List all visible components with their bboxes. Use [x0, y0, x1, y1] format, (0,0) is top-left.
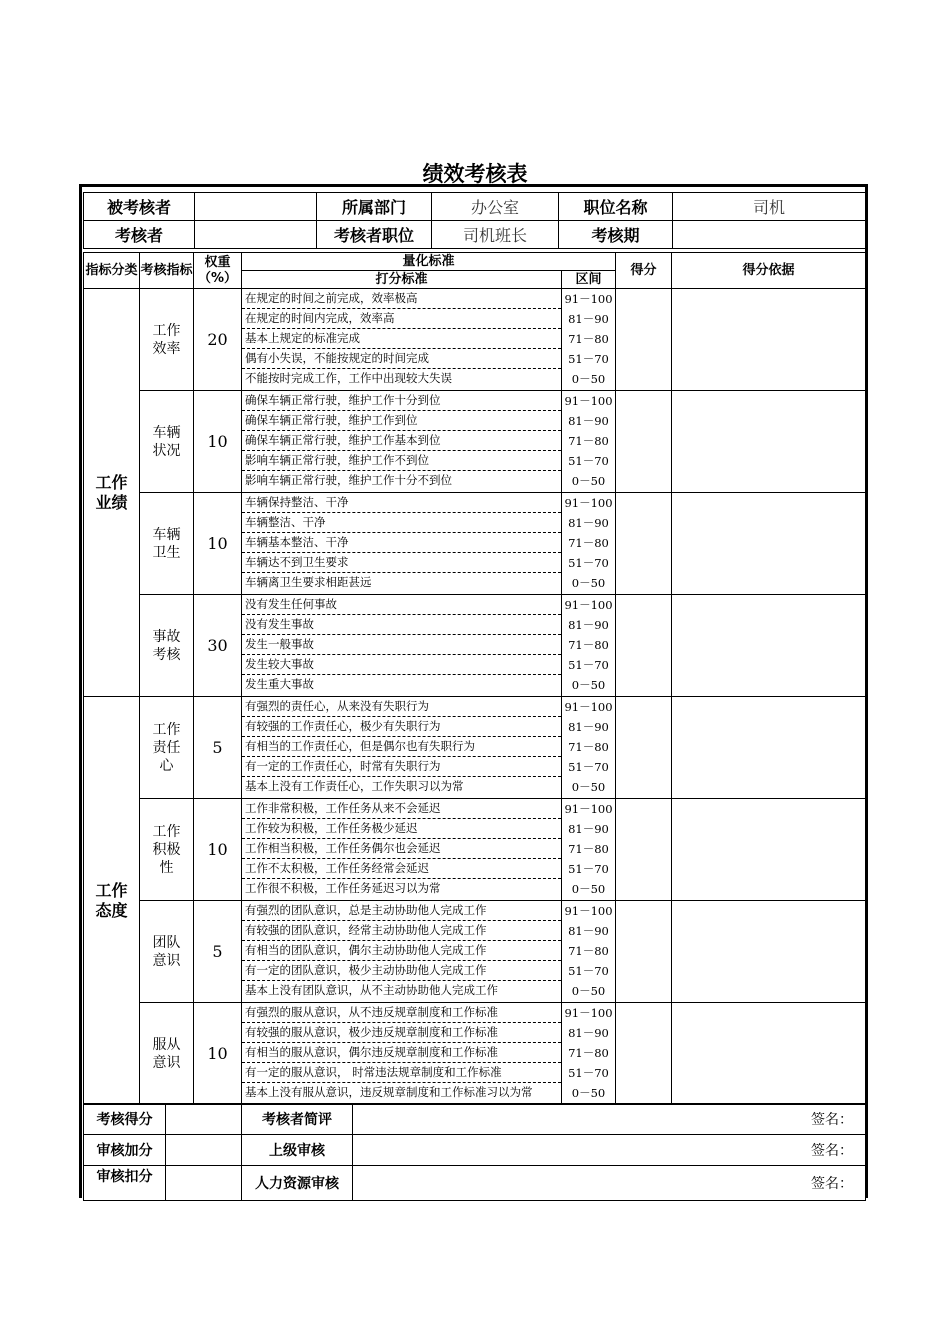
indicator-row [84, 697, 866, 799]
range-value: 0－50 [571, 1086, 606, 1100]
criterion-text: 影响车辆正常行驶，维护工作不到位 [242, 451, 561, 471]
indicator-name: 工作责任心 [140, 697, 194, 799]
range-value: 81－90 [568, 312, 609, 326]
indicator-name: 事故考核 [140, 595, 194, 697]
criterion-text: 基本上没有工作责任心，工作失职习以为常 [245, 779, 464, 793]
range-cell [562, 493, 616, 595]
position-label: 职位名称 [559, 193, 673, 221]
review-signature-field[interactable]: 签名： [353, 1166, 866, 1201]
indicator-row [84, 595, 866, 697]
criteria-cell [242, 901, 562, 1003]
footer-row [84, 1104, 866, 1135]
page-title: 绩效考核表 [422, 162, 528, 186]
indicator-row [84, 289, 866, 391]
range-value: 0－50 [571, 474, 606, 488]
indicator-weight: 10 [194, 799, 242, 901]
criteria-cell [242, 595, 562, 697]
range-value: 0－50 [571, 576, 606, 590]
period-field[interactable] [673, 221, 866, 249]
criterion-text: 确保车辆正常行驶，维护工作到位 [242, 411, 561, 431]
score-basis-field[interactable] [672, 289, 866, 391]
indicator-weight: 5 [194, 901, 242, 1003]
criterion-text: 有强烈的责任心，从来没有失职行为 [242, 697, 561, 717]
footer-value-field[interactable] [166, 1135, 242, 1166]
score-basis-field[interactable] [672, 391, 866, 493]
col-basis: 得分依据 [672, 253, 866, 289]
range-cell [562, 1003, 616, 1105]
range-value: 91－100 [564, 394, 613, 408]
criterion-text: 确保车辆正常行驶，维护工作基本到位 [242, 431, 561, 451]
score-basis-field[interactable] [672, 901, 866, 1003]
score-field[interactable] [616, 595, 672, 697]
criterion-text: 有较强的服从意识，极少违反规章制度和工作标准 [242, 1023, 561, 1043]
indicator-row [84, 493, 866, 595]
criteria-cell [242, 697, 562, 799]
criterion-text: 工作较为积极，工作任务极少延迟 [242, 819, 561, 839]
score-basis-field[interactable] [672, 595, 866, 697]
range-value: 81－90 [568, 924, 609, 938]
col-range: 区间 [562, 271, 616, 289]
indicator-weight: 10 [194, 493, 242, 595]
criterion-text: 车辆保持整洁、干净 [242, 493, 561, 513]
period-label: 考核期 [559, 221, 673, 249]
range-value: 0－50 [571, 678, 606, 692]
range-value: 91－100 [564, 904, 613, 918]
score-basis-field[interactable] [672, 697, 866, 799]
examiner-position-field[interactable]: 司机班长 [432, 221, 559, 249]
score-field[interactable] [616, 1003, 672, 1105]
col-category: 指标分类 [84, 253, 140, 289]
score-field[interactable] [616, 289, 672, 391]
indicator-weight: 5 [194, 697, 242, 799]
criterion-text: 有相当的工作责任心，但是偶尔也有失职行为 [242, 737, 561, 757]
indicator-name: 工作积极性 [140, 799, 194, 901]
range-value: 81－90 [568, 516, 609, 530]
range-value: 81－90 [568, 1026, 609, 1040]
range-value: 51－70 [568, 1066, 609, 1080]
indicator-name: 车辆状况 [140, 391, 194, 493]
range-value: 51－70 [568, 760, 609, 774]
criterion-text: 工作很不积极，工作任务延迟习以为常 [245, 881, 441, 895]
range-value: 71－80 [568, 434, 609, 448]
col-indicator: 考核指标 [140, 253, 194, 289]
range-value: 91－100 [564, 496, 613, 510]
range-value: 51－70 [568, 964, 609, 978]
range-value: 91－100 [564, 1006, 613, 1020]
range-value: 81－90 [568, 822, 609, 836]
criterion-text: 有一定的工作责任心，时常有失职行为 [242, 757, 561, 777]
indicator-weight: 30 [194, 595, 242, 697]
footer-row [84, 1166, 866, 1201]
criterion-text: 车辆离卫生要求相距甚远 [245, 575, 372, 589]
range-cell [562, 697, 616, 799]
review-signature-field[interactable]: 签名： [353, 1135, 866, 1166]
range-value: 81－90 [568, 618, 609, 632]
criterion-text: 发生一般事故 [242, 635, 561, 655]
range-value: 91－100 [564, 802, 613, 816]
range-value: 51－70 [568, 454, 609, 468]
category-cell [84, 289, 140, 697]
criterion-text: 影响车辆正常行驶，维护工作十分不到位 [245, 473, 452, 487]
range-value: 51－70 [568, 658, 609, 672]
indicator-row [84, 901, 866, 1003]
score-field[interactable] [616, 901, 672, 1003]
col-scoring: 打分标准 [242, 271, 562, 289]
indicator-weight: 10 [194, 391, 242, 493]
footer-value-field[interactable] [166, 1104, 242, 1135]
header-row-2 [84, 221, 866, 249]
range-cell [562, 901, 616, 1003]
range-value: 0－50 [571, 372, 606, 386]
criterion-text: 车辆整洁、干净 [242, 513, 561, 533]
range-value: 91－100 [564, 598, 613, 612]
dept-field[interactable]: 办公室 [432, 193, 559, 221]
score-field[interactable] [616, 493, 672, 595]
footer-label: 审核加分 [84, 1135, 166, 1166]
header-info-table [83, 192, 866, 249]
criterion-text: 有强烈的服从意识，从不违反规章制度和工作标准 [242, 1003, 561, 1023]
range-value: 81－90 [568, 414, 609, 428]
criterion-text: 工作非常积极，工作任务从来不会延迟 [242, 799, 561, 819]
criterion-text: 基本上规定的标准完成 [242, 329, 561, 349]
criterion-text: 发生较大事故 [242, 655, 561, 675]
indicator-name: 团队意识 [140, 901, 194, 1003]
criterion-text: 车辆达不到卫生要求 [242, 553, 561, 573]
criterion-text: 有较强的团队意识，经常主动协助他人完成工作 [242, 921, 561, 941]
criterion-text: 有较强的工作责任心，极少有失职行为 [242, 717, 561, 737]
review-label: 上级审核 [242, 1135, 353, 1166]
criteria-cell [242, 799, 562, 901]
criterion-text: 有相当的服从意识，偶尔违反规章制度和工作标准 [242, 1043, 561, 1063]
col-weight: 权重（%） [194, 253, 242, 289]
position-field[interactable]: 司机 [673, 193, 866, 221]
criterion-text: 基本上没有服从意识，违反规章制度和工作标准习以为常 [245, 1085, 533, 1099]
criterion-text: 偶有小失误，不能按规定的时间完成 [242, 349, 561, 369]
footer-value-field[interactable] [166, 1166, 242, 1201]
grading-table [83, 252, 866, 1105]
criterion-text: 工作不太积极，工作任务经常会延迟 [242, 859, 561, 879]
criteria-cell [242, 493, 562, 595]
range-value: 51－70 [568, 862, 609, 876]
criteria-cell [242, 289, 562, 391]
criteria-cell [242, 1003, 562, 1105]
range-value: 71－80 [568, 842, 609, 856]
category-name: 工作态度 [95, 880, 128, 920]
indicator-name: 工作效率 [140, 289, 194, 391]
header-row-1 [84, 193, 866, 221]
category-cell [84, 697, 140, 1105]
criterion-text: 有一定的团队意识，极少主动协助他人完成工作 [242, 961, 561, 981]
examiner-position-label: 考核者职位 [317, 221, 432, 249]
examiner-field[interactable] [195, 221, 317, 249]
criterion-text: 车辆基本整洁、干净 [242, 533, 561, 553]
review-label: 人力资源审核 [242, 1166, 353, 1201]
dept-label: 所属部门 [317, 193, 432, 221]
indicator-name: 车辆卫生 [140, 493, 194, 595]
criterion-text: 没有发生事故 [242, 615, 561, 635]
score-basis-field[interactable] [672, 1003, 866, 1105]
indicator-row [84, 1003, 866, 1105]
footer-table [83, 1103, 866, 1201]
examinee-field[interactable] [195, 193, 317, 221]
range-value: 91－100 [564, 292, 613, 306]
indicator-row [84, 391, 866, 493]
criterion-text: 工作相当积极，工作任务偶尔也会延迟 [242, 839, 561, 859]
range-value: 71－80 [568, 332, 609, 346]
examiner-label: 考核者 [84, 221, 195, 249]
range-value: 0－50 [571, 882, 606, 896]
range-value: 71－80 [568, 740, 609, 754]
score-basis-field[interactable] [672, 799, 866, 901]
criterion-text: 有相当的团队意识，偶尔主动协助他人完成工作 [242, 941, 561, 961]
criterion-text: 发生重大事故 [245, 677, 314, 691]
column-header-row [84, 253, 866, 271]
criterion-text: 有一定的服从意识， 时常违法规章制度和工作标准 [242, 1063, 561, 1083]
examinee-label: 被考核者 [84, 193, 195, 221]
criterion-text: 在规定的时间内完成，效率高 [242, 309, 561, 329]
indicator-row [84, 799, 866, 901]
col-score: 得分 [616, 253, 672, 289]
range-value: 71－80 [568, 638, 609, 652]
range-value: 71－80 [568, 536, 609, 550]
range-value: 91－100 [564, 700, 613, 714]
range-value: 71－80 [568, 944, 609, 958]
criteria-cell [242, 391, 562, 493]
review-label: 考核者简评 [242, 1104, 353, 1135]
criterion-text: 基本上没有团队意识，从不主动协助他人完成工作 [245, 983, 498, 997]
indicator-weight: 10 [194, 1003, 242, 1105]
range-cell [562, 595, 616, 697]
score-field[interactable] [616, 799, 672, 901]
range-cell [562, 799, 616, 901]
score-field[interactable] [616, 391, 672, 493]
review-signature-field[interactable]: 签名： [353, 1104, 866, 1135]
score-field[interactable] [616, 697, 672, 799]
indicator-name: 服从意识 [140, 1003, 194, 1105]
range-value: 51－70 [568, 352, 609, 366]
criterion-text: 确保车辆正常行驶，维护工作十分到位 [242, 391, 561, 411]
range-value: 0－50 [571, 984, 606, 998]
range-cell [562, 391, 616, 493]
footer-label: 考核得分 [84, 1104, 166, 1135]
range-value: 0－50 [571, 780, 606, 794]
footer-row [84, 1135, 866, 1166]
footer-label: 审核扣分 [84, 1166, 166, 1201]
range-cell [562, 289, 616, 391]
score-basis-field[interactable] [672, 493, 866, 595]
criterion-text: 没有发生任何事故 [242, 595, 561, 615]
range-value: 81－90 [568, 720, 609, 734]
criterion-text: 在规定的时间之前完成，效率极高 [242, 289, 561, 309]
range-value: 71－80 [568, 1046, 609, 1060]
category-name: 工作业绩 [95, 472, 128, 512]
criterion-text: 有强烈的团队意识，总是主动协助他人完成工作 [242, 901, 561, 921]
indicator-weight: 20 [194, 289, 242, 391]
range-value: 51－70 [568, 556, 609, 570]
criterion-text: 不能按时完成工作，工作中出现较大失误 [245, 371, 452, 385]
col-quant: 量化标准 [242, 253, 616, 271]
